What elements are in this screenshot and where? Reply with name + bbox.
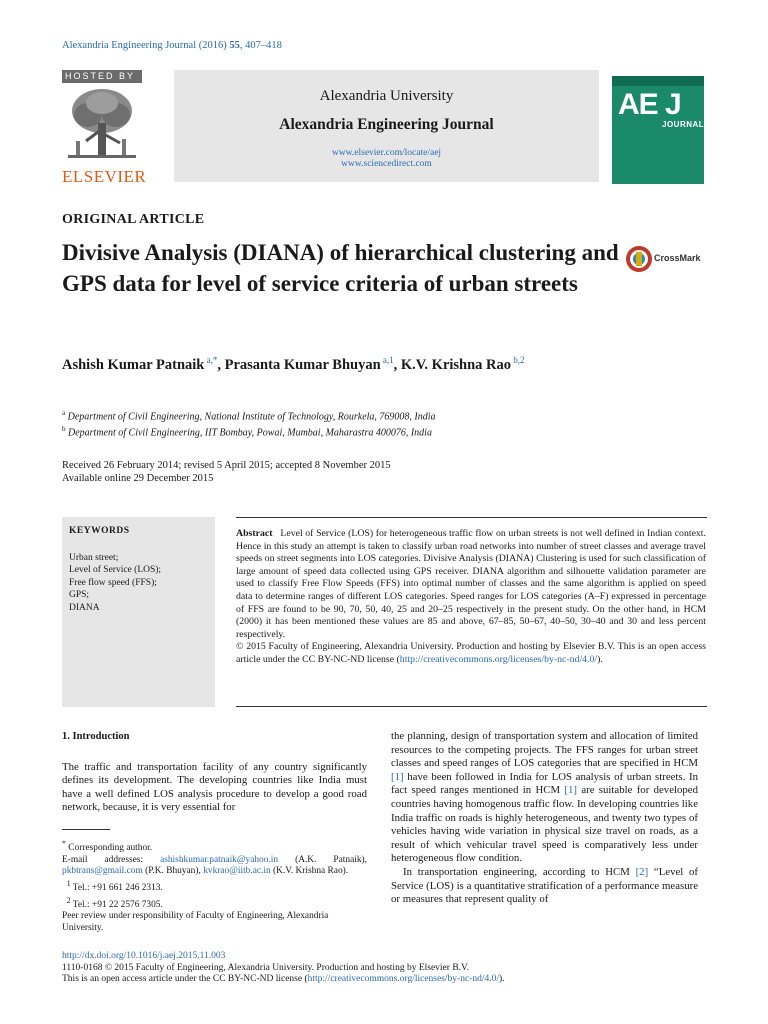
keyword-item: Level of Service (LOS); [69,565,162,575]
article-title: Divisive Analysis (DIANA) of hierarchical clustering and GPS data for level of service criteria of urban streets [62,240,619,296]
right-column [391,730,698,907]
left-column [62,730,367,935]
cover-letters: AE J [618,88,681,121]
hosted-by-label: HOSTED BY [62,70,142,83]
citation-volume: 55 [229,40,240,51]
keywords-box [62,517,215,707]
abstract-body-para [236,528,706,641]
affiliation-b-text: Department of Civil Engineering, IIT Bombay, Powai, Mumbai, Maharastra 400076, India [65,427,432,439]
journal-banner [174,70,599,182]
journal-urls [174,148,599,170]
oa-prefix: This is an open access article under the CC BY-NC-ND license ( [62,974,308,985]
abstract-heading: Abstract [236,528,273,539]
journal-name: Alexandria Engineering Journal [279,116,494,133]
text-run: the planning, design of transportation system and allocation of limited resources to the competing projects. The FFS ranges for urban street classes and speed ranges of LOS categories that are specified in HCM [391,730,698,770]
university-name: Alexandria University [319,88,454,104]
email-owner-3: (K.V. Krishna Rao). [273,866,349,877]
author-3-marks[interactable]: b,2 [511,355,525,365]
email-owner-1: (A.K. Patnaik), [278,854,368,865]
url-sciencedirect[interactable]: www.sciencedirect.com [341,159,432,169]
tel-1: Tel.: +91 661 246 2313. [72,883,163,893]
text-run: In transportation engineering, according to HCM [403,865,636,878]
affiliation-b [62,423,436,439]
author-1-marks[interactable]: a,* [204,355,218,365]
journal-header [62,70,707,184]
keyword-item: DIANA [69,602,100,613]
affiliation-a-text: Department of Civil Engineering, National Institute of Technology, Rourkela, 769008, India [65,411,436,423]
copyright-end: ). [597,653,603,665]
article-dates [62,459,391,485]
issn-line: 1110-0168 © 2015 Faculty of Engineering, Alexandria University. Production and hosting by Elsevier B.V. [62,962,470,973]
right-paragraph-2 [391,866,698,907]
email-link-patnaik[interactable]: ashishkumar.patnaik@yahoo.in [160,854,279,865]
keyword-item: Free flow speed (FFS); [69,577,157,588]
abstract-body: Level of Service (LOS) for heterogeneous traffic flow on urban streets is not well defined in Indian context. Hence in this study an attempt is taken to classify urban road networks into number of street classes and average travel speeds on street segments into LOS categories. Divisive Analysis (DIANA) Clustering is used for such classification of large amount of speed data collected using GPS receiver. DIANA algorithm and silhouette validation parameter are used to classify Free Flow Speeds (FFS) into optimal number of classes and the same algorithm is applied on speed data to determine ranges of different LOS categories. Speed ranges for LOS categories (A–F) expressed in percentage of FFS are found to be 90, 70, 50, 40, 25 and 20–25 respectively in the present study. On the other hand, in HCM (2000) it has been mentioned these values are 85 and above, 67–85, 50–67, 40–50, 30–40 and 30 and less percent respectively. [236,528,706,640]
reference-link-1[interactable]: [1] [391,770,404,783]
crossmark-label[interactable]: CrossMark [654,253,701,263]
affiliation-a-mark: a [62,409,66,417]
email-owner-2: (P.K. Bhuyan), [142,866,204,877]
tel-2: Tel.: +91 22 2576 7305. [72,899,163,910]
affiliations [62,407,436,440]
license-link[interactable]: http://creativecommons.org/licenses/by-nc-nd/4.0/ [399,653,598,665]
keywords-heading: KEYWORDS [69,526,130,536]
doi-link[interactable]: http://dx.doi.org/10.1016/j.aej.2015.11.003 [62,951,226,961]
author-2-marks[interactable]: a,1 [380,355,394,365]
footnote-tel-1: $^1$ Tel.: +91 661 246 2313. [66,878,163,893]
affiliation-a [62,407,436,423]
journal-citation[interactable] [62,40,282,51]
journal-cover-image[interactable] [612,76,704,184]
abstract [236,528,706,667]
copyright-text: © 2015 Faculty of Engineering, Alexandria University. Production and hosting by Elsevier B.V. This is an open access article under the CC BY-NC-ND license ( [236,641,706,665]
abstract-rule-top [236,517,707,518]
footnote-corresponding: * Corresponding author. [62,838,153,854]
received-date: Received 26 February 2014; revised 5 April 2015; accepted 8 November 2015 [62,460,391,471]
reference-link-2[interactable]: [2] [635,865,649,878]
text-run: “Level of Service (LOS) is a quantitative stratification of a performance measure or measures that represent quality of [391,865,698,906]
elsevier-tree-icon [62,85,142,165]
footnote-peer-review: Peer review under responsibility of Faculty of Engineering, Alexandria University. [62,911,329,933]
footnote-rule [62,829,110,830]
abstract-copyright [236,641,706,666]
section-heading-introduction: 1. Introduction [62,731,130,742]
email-link-rao[interactable]: kvkrao@iitb.ac.in [203,866,271,877]
reference-link-1b[interactable]: [1] [564,784,577,797]
keyword-item: GPS; [69,590,90,600]
cover-stripe [612,76,704,86]
email-link-bhuyan[interactable]: pkbtrans@gmail.com [62,866,143,877]
footnote-emails [62,855,367,878]
text-run: have been followed in India for LOS analysis of urban streets. In fact speed ranges mentioned in HCM [391,770,698,797]
author-list [62,355,525,374]
article-type: ORIGINAL ARTICLE [62,212,205,227]
cover-word: JOURNAL [662,120,704,129]
affiliation-b-mark: b [62,425,66,434]
author-2[interactable]: , Prasanta Kumar Bhuyan [217,356,381,373]
right-paragraph-1 [391,730,698,866]
online-date: Available online 29 December 2015 [62,473,214,484]
open-access-line [62,974,505,986]
elsevier-logo-text: ELSEVIER [62,167,147,186]
page-footer [62,951,505,986]
intro-paragraph: The traffic and transportation facility of any country significantly defines its development. The developing countries like India must have a well defined LOS analysis procedure to develop a good road network, because, it is very essential for [62,760,367,814]
oa-end: ). [499,974,505,985]
footnote-tel-2: $^2$ Tel.: +91 22 2576 7305. [66,895,163,910]
keyword-item: Urban street; [69,552,119,563]
author-1[interactable]: Ashish Kumar Patnaik [62,356,205,373]
citation-prefix: Alexandria Engineering Journal (2016) [62,40,230,51]
text-run: are suitable for developed countries having homogenous traffic flow. In developing countries like India traffic on roads is highly heterogeneous, and twenty two types of vehicles having wide variation in physical size travel on roads, as a result of which vehicular travel speed is comparatively less under heterogeneous flow condition. [391,784,698,865]
corresponding-text: Corresponding author. [68,843,153,854]
citation-pages: , 407–418 [239,40,282,51]
author-3[interactable]: , K.V. Krishna Rao [393,356,512,373]
abstract-rule-bottom [236,706,707,707]
email-label: E-mail addresses: [62,854,161,865]
url-elsevier[interactable]: www.elsevier.com/locate/aej [331,148,442,158]
footnotes [62,838,367,935]
oa-license-link[interactable]: http://creativecommons.org/licenses/by-nc-nd/4.0/ [307,974,499,985]
